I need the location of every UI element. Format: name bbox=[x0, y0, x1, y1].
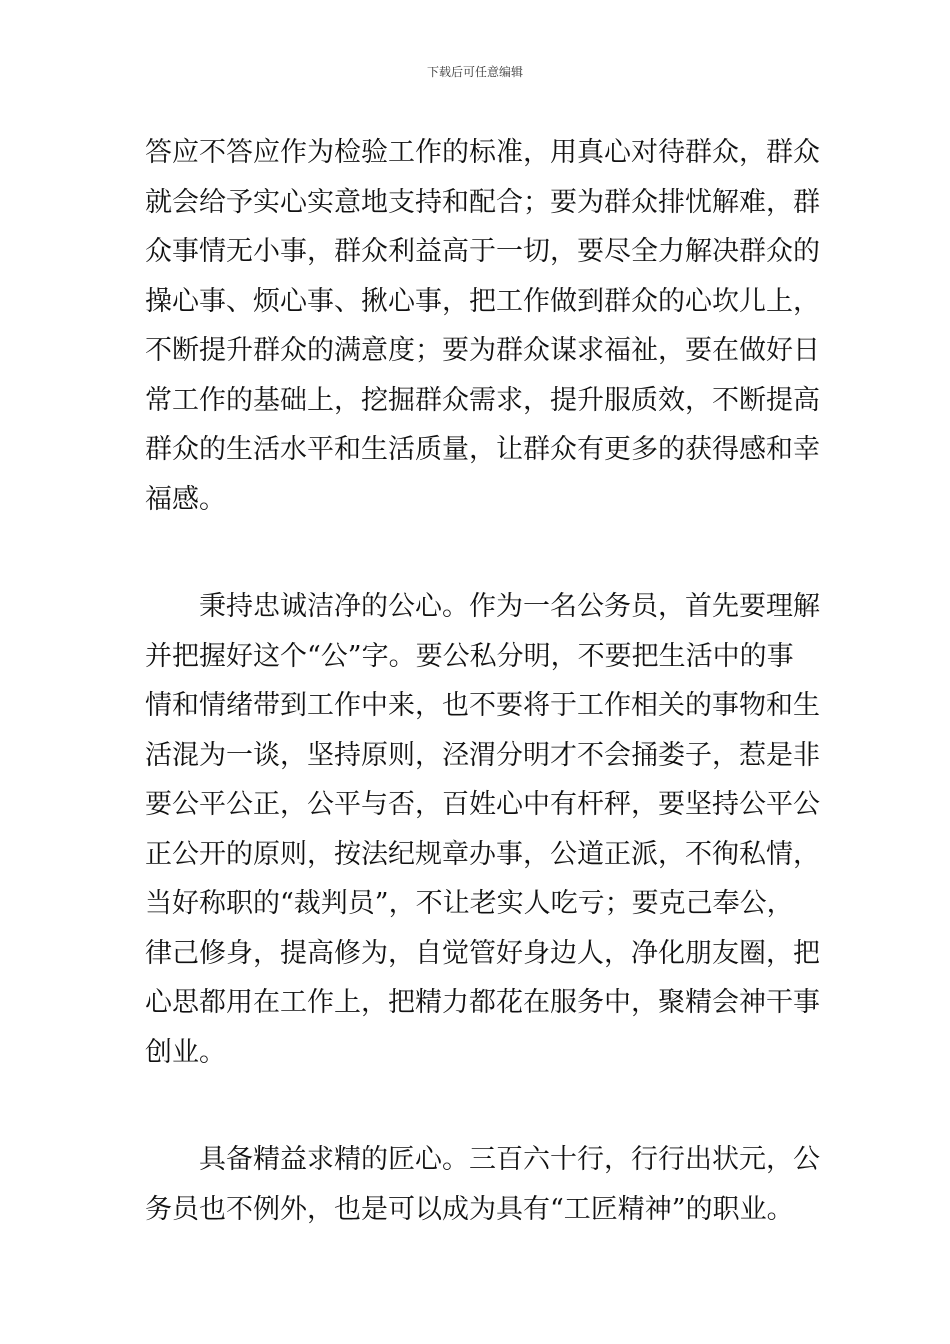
text-line: 操心事、烦心事、揪心事，把工作做到群众的心坎儿上， bbox=[145, 285, 820, 317]
paragraph-2 bbox=[145, 582, 820, 1077]
text-line: 具备精益求精的匠心。三百六十行，行行出状元，公 bbox=[145, 1144, 820, 1175]
text-line: 要公平公正，公平与否，百姓心中有杆秤，要坚持公平公 bbox=[145, 789, 820, 820]
text-line: 心思都用在工作上，把精力都花在服务中，聚精会神干事 bbox=[145, 987, 820, 1018]
document-body bbox=[145, 128, 820, 1234]
text-line: 答应不答应作为检验工作的标准，用真心对待群众，群众 bbox=[145, 137, 820, 168]
text-line: 务员也不例外，也是可以成为具有“工匠精神”的职业。 bbox=[145, 1193, 794, 1225]
text-line: 众事情无小事，群众利益高于一切，要尽全力解决群众的 bbox=[145, 236, 820, 267]
paragraph-3 bbox=[145, 1135, 820, 1234]
text-line: 常工作的基础上，挖掘群众需求，提升服质效，不断提高 bbox=[145, 384, 820, 416]
paragraph-1 bbox=[145, 128, 820, 524]
text-line: 秉持忠诚洁净的公心。作为一名公务员，首先要理解 bbox=[145, 591, 820, 622]
page-header: 下载后可任意编辑 bbox=[426, 65, 523, 79]
text-line: 律己修身，提高修为，自觉管好身边人，净化朋友圈，把 bbox=[145, 937, 820, 969]
text-line: 活混为一谈，坚持原则，泾渭分明才不会捅娄子，惹是非 bbox=[145, 739, 820, 771]
paragraph-spacer bbox=[145, 1077, 810, 1135]
text-line: 就会给予实心实意地支持和配合；要为群众排忧解难，群 bbox=[145, 186, 820, 218]
text-line: 创业。 bbox=[145, 1036, 226, 1068]
text-line: 并把握好这个“公”字。要公私分明，不要把生活中的事 bbox=[145, 640, 794, 672]
text-line: 正公开的原则，按法纪规章办事，公道正派，不徇私情， bbox=[145, 838, 820, 870]
text-line: 群众的生活水平和生活质量，让群众有更多的获得感和幸 bbox=[145, 434, 820, 465]
text-line: 不断提升群众的满意度；要为群众谋求福祉，要在做好日 bbox=[145, 335, 820, 366]
paragraph-spacer bbox=[145, 524, 810, 582]
text-line: 当好称职的“裁判员”，不让老实人吃亏；要克己奉公， bbox=[145, 888, 794, 919]
text-line: 福感。 bbox=[145, 483, 226, 515]
text-line: 情和情绪带到工作中来，也不要将于工作相关的事物和生 bbox=[145, 690, 820, 721]
